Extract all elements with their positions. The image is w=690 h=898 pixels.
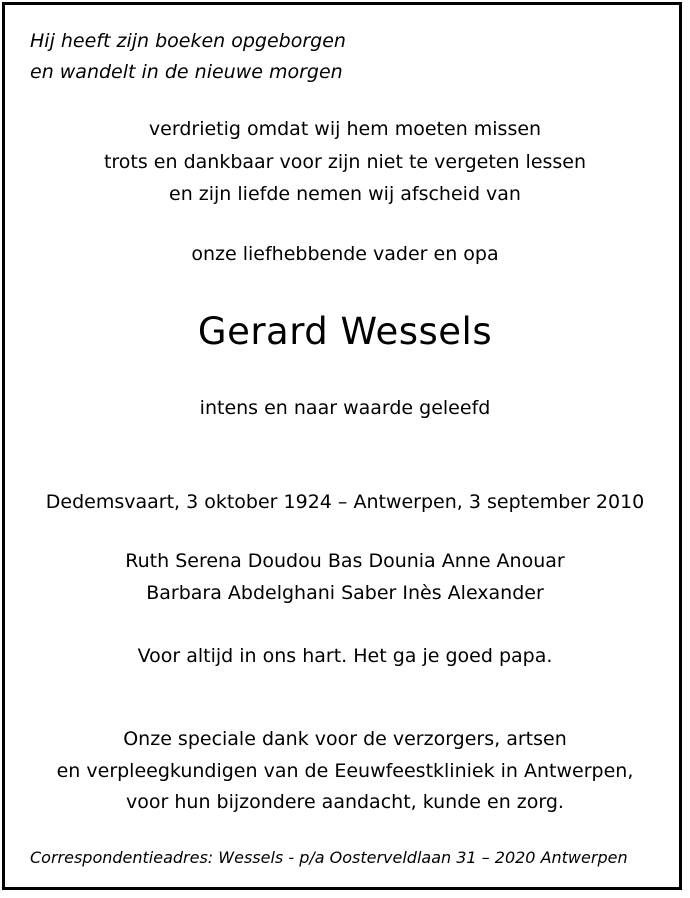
correspondence-address: Correspondentieadres: Wessels - p/a Oosterveldlaan 31 – 2020 Antwerpen xyxy=(30,848,628,867)
intro-line-1: verdrietig omdat wij hem moeten missen xyxy=(148,118,542,140)
thanks-line-2: en verpleegkundigen van de Eeuwfeestkliniek in Antwerpen, xyxy=(56,760,634,782)
poem-line-2: en wandelt in de nieuwe morgen xyxy=(30,61,343,83)
life-dates: Dedemsvaart, 3 oktober 1924 – Antwerpen, 3 september 2010 xyxy=(45,491,645,513)
thanks-line-3: voor hun bijzondere aandacht, kunde en zorg. xyxy=(126,791,564,813)
deceased-name: Gerard Wessels xyxy=(197,310,493,353)
relation-text: onze liefhebbende vader en opa xyxy=(191,243,499,265)
family-line-1: Ruth Serena Doudou Bas Dounia Anne Anouar xyxy=(125,550,565,572)
tribute-text: intens en naar waarde geleefd xyxy=(199,397,491,419)
intro-line-3: en zijn liefde nemen wij afscheid van xyxy=(169,183,521,205)
poem-line-1: Hij heeft zijn boeken opgeborgen xyxy=(30,30,346,52)
intro-line-2: trots en dankbaar voor zijn niet te vergeten lessen xyxy=(103,151,587,173)
thanks-line-1: Onze speciale dank voor de verzorgers, artsen xyxy=(123,728,567,750)
family-line-2: Barbara Abdelghani Saber Inès Alexander xyxy=(146,582,544,604)
farewell-text: Voor altijd in ons hart. Het ga je goed papa. xyxy=(137,645,553,667)
